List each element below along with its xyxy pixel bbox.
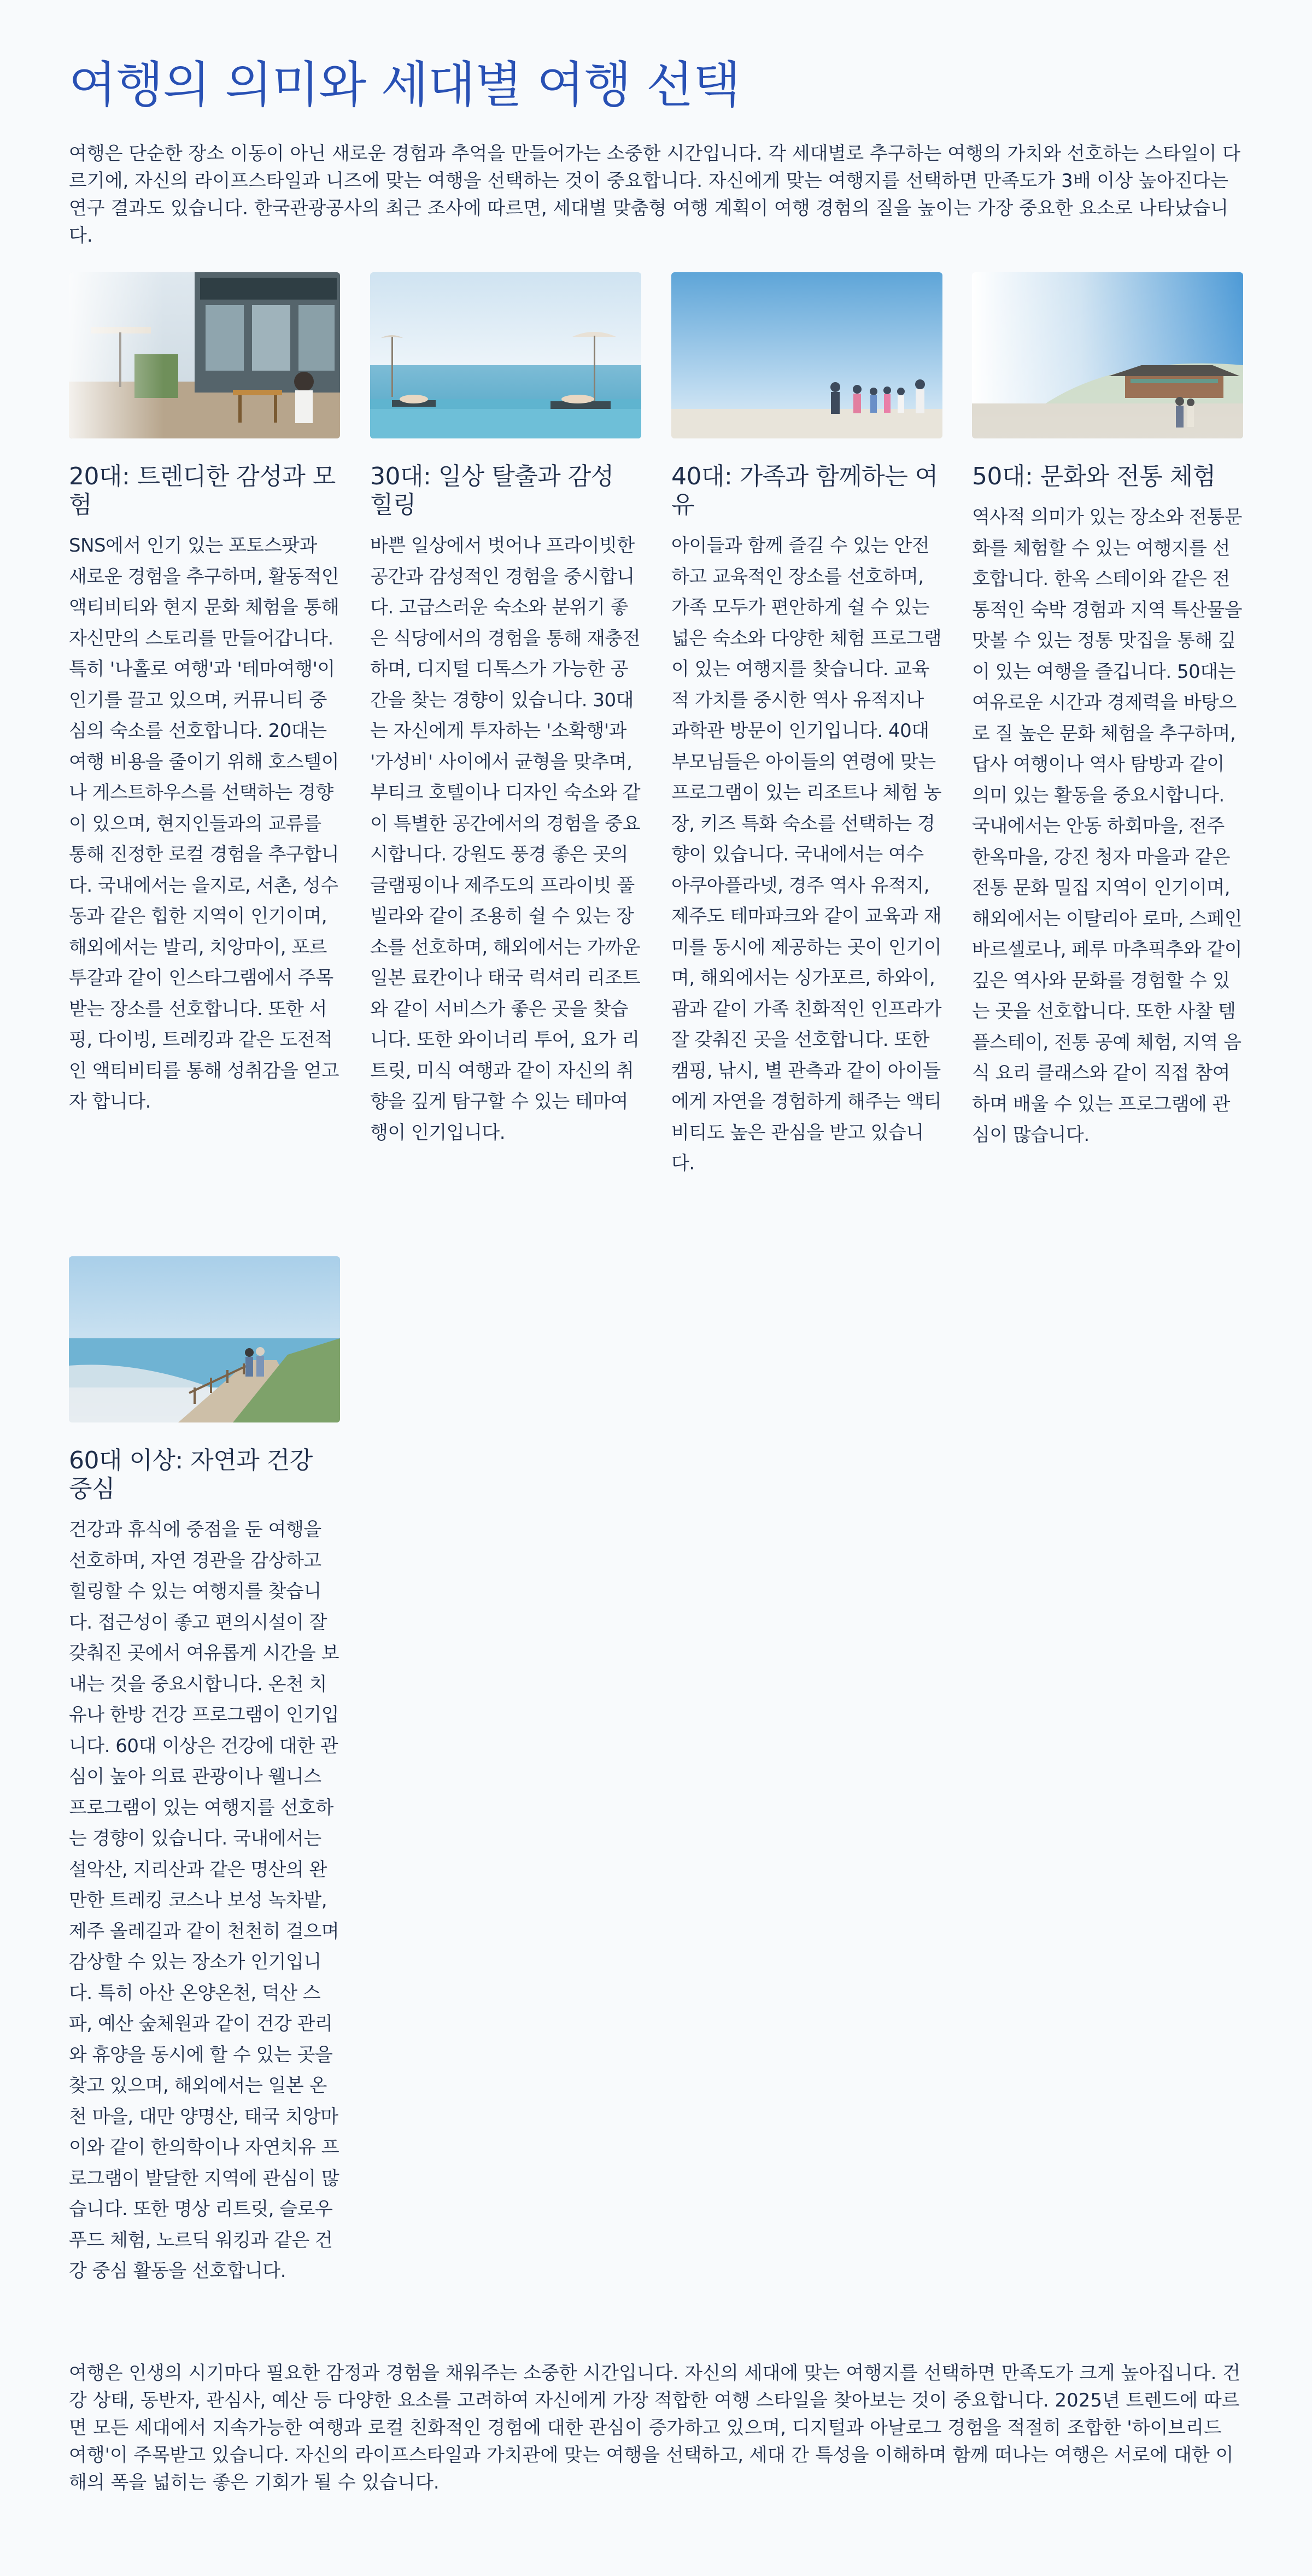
- card-heading: 30대: 일상 탈출과 감성 힐링: [370, 462, 614, 519]
- closing-paragraph: 여행은 인생의 시기마다 필요한 감정과 경험을 채워주는 소중한 시간입니다. 자신의 세대에 맞는 여행지를 선택하면 만족도가 크게 높아집니다. 건강 상태, 동반자, 관심사, 예산 등 다양한 요소를 고려하여 자신에게 가장 적합한 여행 스타일을 찾아보는 것이 중요합니다. 2025년 트렌드에 따르면 모든 세대에서 지속가능한 여행과 로컬 친화적인 경험에 대한 관심이 증가하고 있으며, 디지털과 아날로그 경험을 적절히 조합한 '하이브리드 여행'이 주목받고 있습니다. 자신의 라이프스타일과 가치관에 맞는 여행을 선택하고, 세대 간 특성을 이해하며 함께 떠나는 여행은 서로에 대한 이해의 폭을 넓히는 좋은 기회가 될 수 있습니다.: [69, 2362, 1241, 2493]
- card-heading: 20대: 트렌디한 감성과 모험: [69, 462, 336, 519]
- card-30s: [370, 272, 641, 1148]
- card-body: SNS에서 인기 있는 포토스팟과 새로운 경험을 추구하며, 활동적인 액티비티와 현지 문화 체험을 통해 자신만의 스토리를 만들어갑니다. 특히 '나홀로 여행'과 '테마여행'이 인기를 끌고 있으며, 커뮤니티 중심의 숙소를 선호합니다. 20대는 여행 비용을 줄이기 위해 호스텔이나 게스트하우스를 선택하는 경향이 있으며, 현지인들과의 교류를 통해 진정한 로컬 경험을 추구합니다. 국내에서는 을지로, 서촌, 성수동과 같은 힙한 지역이 인기이며, 해외에서는 발리, 치앙마이, 포르투갈과 같이 인스타그램에서 주목받는 장소를 선호합니다. 또한 서핑, 다이빙, 트레킹과 같은 도전적인 액티비티를 통해 성취감을 얻고자 합니다.: [69, 535, 339, 1113]
- card-heading: 60대 이상: 자연과 건강 중심: [69, 1447, 313, 1503]
- intro-paragraph: 여행은 단순한 장소 이동이 아닌 새로운 경험과 추억을 만들어가는 소중한 시간입니다. 각 세대별로 추구하는 여행의 가치와 선호하는 스타일이 다르기에, 자신의 라이프스타일과 니즈에 맞는 여행을 선택하는 것이 중요합니다. 자신에게 맞는 여행지를 선택하면 만족도가 3배 이상 높아진다는 연구 결과도 있습니다. 한국관광공사의 최근 조사에 따르면, 세대별 맞춤형 여행 계획이 여행 경험의 질을 높이는 가장 중요한 요소로 나타났습니다.: [69, 143, 1241, 247]
- card-heading: 50대: 문화와 전통 체험: [972, 462, 1216, 490]
- card-40s: [671, 272, 942, 1179]
- card-60s: [69, 1256, 340, 2287]
- card-body: 건강과 휴식에 중점을 둔 여행을 선호하며, 자연 경관을 감상하고 힐링할 수 있는 여행지를 찾습니다. 접근성이 좋고 편의시설이 잘 갖춰진 곳에서 여유롭게 시간을 보내는 것을 중요시합니다. 온천 치유나 한방 건강 프로그램이 인기입니다. 60대 이상은 건강에 대한 관심이 높아 의료 관광이나 웰니스 프로그램이 있는 여행지를 선호하는 경향이 있습니다. 국내에서는 설악산, 지리산과 같은 명산의 완만한 트레킹 코스나 보성 녹차밭, 제주 올레길과 같이 천천히 걸으며 감상할 수 있는 장소가 인기입니다. 특히 아산 온양온천, 덕산 스파, 예산 숲체원과 같이 건강 관리와 휴양을 동시에 할 수 있는 곳을 찾고 있으며, 해외에서는 일본 온천 마을, 대만 양명산, 태국 치앙마이와 같이 한의학이나 자연치유 프로그램이 발달한 지역에 관심이 많습니다. 또한 명상 리트릿, 슬로우 푸드 체험, 노르딕 워킹과 같은 건강 중심 활동을 선호합니다.: [69, 1519, 339, 2282]
- card-body: 바쁜 일상에서 벗어나 프라이빗한 공간과 감성적인 경험을 중시합니다. 고급스러운 숙소와 분위기 좋은 식당에서의 경험을 통해 재충전하며, 디지털 디톡스가 가능한 공간을 찾는 경향이 있습니다. 30대는 자신에게 투자하는 '소확행'과 '가성비' 사이에서 균형을 맞추며, 부티크 호텔이나 디자인 숙소와 같이 특별한 공간에서의 경험을 중요시합니다. 강원도 풍경 좋은 곳의 글램핑이나 제주도의 프라이빗 풀빌라와 같이 조용히 쉴 수 있는 장소를 선호하며, 해외에서는 가까운 일본 료칸이나 태국 럭셔리 리조트와 같이 서비스가 좋은 곳을 찾습니다. 또한 와이너리 투어, 요가 리트릿, 미식 여행과 같이 자신의 취향을 깊게 탐구할 수 있는 테마여행이 인기입니다.: [370, 535, 641, 1144]
- infinity-pool-image: [370, 272, 641, 438]
- family-beach-image: [671, 272, 942, 438]
- card-50s: [972, 272, 1243, 1151]
- seaside-walk-image: [69, 1256, 340, 1422]
- card-20s: [69, 272, 340, 1117]
- card-body: 아이들과 함께 즐길 수 있는 안전하고 교육적인 장소를 선호하며, 가족 모두가 편안하게 쉴 수 있는 넓은 숙소와 다양한 체험 프로그램이 있는 여행지를 찾습니다. 교육적 가치를 중시한 역사 유적지나 과학관 방문이 인기입니다. 40대 부모님들은 아이들의 연령에 맞는 프로그램이 있는 리조트나 체험 농장, 키즈 특화 숙소를 선택하는 경향이 있습니다. 국내에서는 여수 아쿠아플라넷, 경주 역사 유적지, 제주도 테마파크와 같이 교육과 재미를 동시에 제공하는 곳이 인기이며, 해외에서는 싱가포르, 하와이, 괌과 같이 가족 친화적인 인프라가 잘 갖춰진 곳을 선호합니다. 또한 캠핑, 낚시, 별 관측과 같이 아이들에게 자연을 경험하게 해주는 액티비티도 높은 관심을 받고 있습니다.: [671, 535, 942, 1174]
- traditional-palace-image: [972, 272, 1243, 438]
- card-body: 역사적 의미가 있는 장소와 전통문화를 체험할 수 있는 여행지를 선호합니다. 한옥 스테이와 같은 전통적인 숙박 경험과 지역 특산물을 맛볼 수 있는 정통 맛집을 통해 깊이 있는 여행을 즐깁니다. 50대는 여유로운 시간과 경제력을 바탕으로 질 높은 문화 체험을 추구하며, 답사 여행이나 역사 탐방과 같이 의미 있는 활동을 중요시합니다. 국내에서는 안동 하회마을, 전주 한옥마을, 강진 청자 마을과 같은 전통 문화 밀집 지역이 인기이며, 해외에서는 이탈리아 로마, 스페인 바르셀로나, 페루 마추픽추와 같이 깊은 역사와 문화를 경험할 수 있는 곳을 선호합니다. 또한 사찰 템플스테이, 전통 공예 체험, 지역 음식 요리 클래스와 같이 직접 참여하며 배울 수 있는 프로그램에 관심이 많습니다.: [972, 506, 1243, 1146]
- card-heading: 40대: 가족과 함께하는 여유: [671, 462, 938, 519]
- page-title: 여행의 의미와 세대별 여행 선택: [69, 56, 740, 114]
- cafe-street-image: [69, 272, 340, 438]
